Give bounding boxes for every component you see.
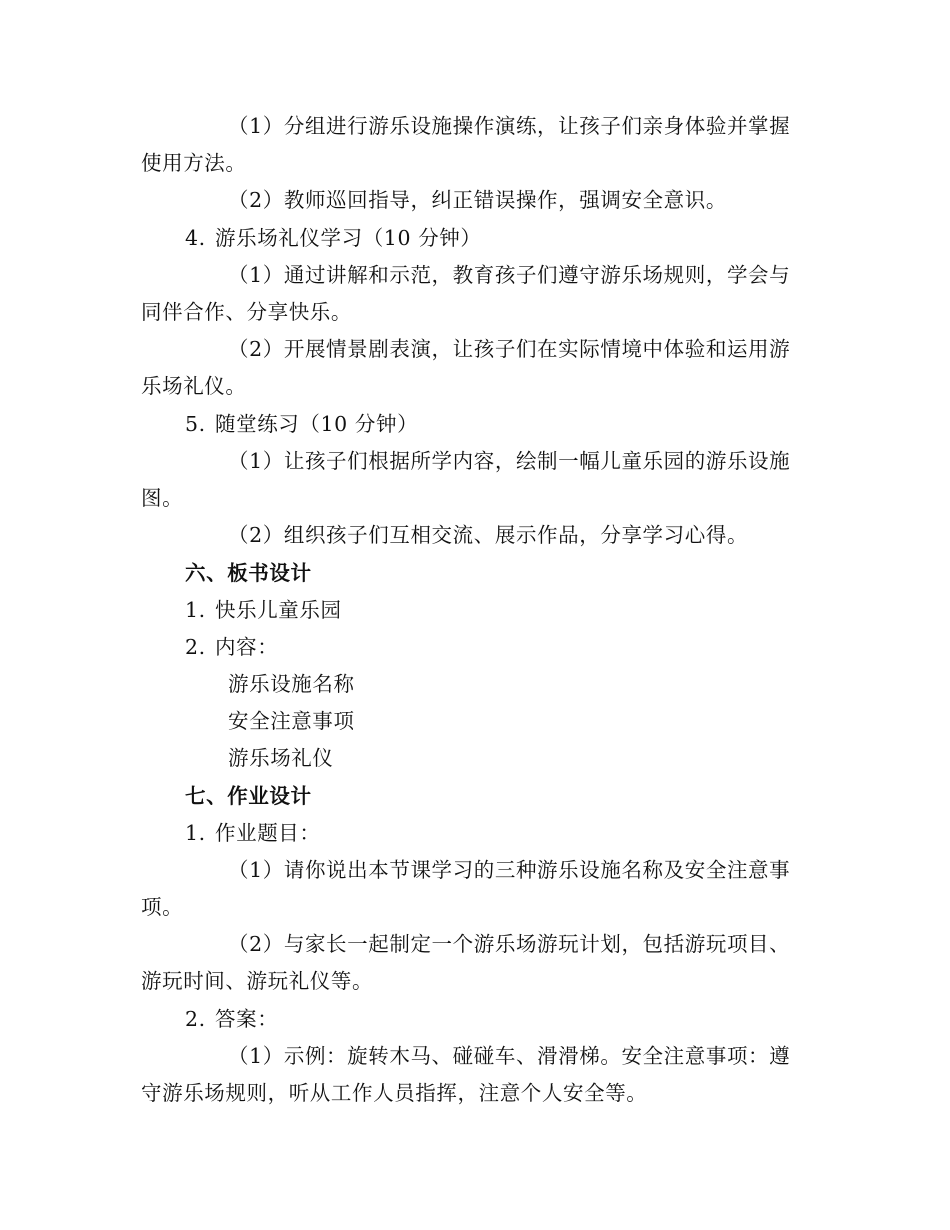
list-number: 2. xyxy=(185,635,206,659)
list-item-text: 随堂练习（10 分钟） xyxy=(215,412,419,436)
list-number: 1. xyxy=(185,598,206,622)
section-heading: 七、作业设计 xyxy=(185,784,312,808)
paragraph-line: （2）组织孩子们互相交流、展示作品，分享学习心得。 xyxy=(228,523,749,547)
paragraph-line: 守游乐场规则，听从工作人员指挥，注意个人安全等。 xyxy=(141,1081,648,1105)
list-item-text: 游乐场礼仪学习（10 分钟） xyxy=(215,226,482,250)
paragraph-line: 同伴合作、分享快乐。 xyxy=(141,300,352,324)
list-item-text: 内容： xyxy=(215,635,279,659)
section-heading: 六、板书设计 xyxy=(185,561,312,585)
list-number: 1. xyxy=(185,821,206,845)
paragraph-line: （1）示例：旋转木马、碰碰车、滑滑梯。安全注意事项：遵 xyxy=(228,1044,791,1068)
paragraph-line: （1）通过讲解和示范，教育孩子们遵守游乐场规则，学会与 xyxy=(228,263,791,287)
list-item xyxy=(185,1005,278,1033)
paragraph-line: 游玩时间、游玩礼仪等。 xyxy=(141,969,374,993)
list-item-text: 答案： xyxy=(215,1007,279,1031)
list-item-text: 作业题目： xyxy=(215,821,321,845)
paragraph-line: （2）与家长一起制定一个游乐场游玩计划，包括游玩项目、 xyxy=(228,932,791,956)
paragraph-line: （1）让孩子们根据所学内容，绘制一幅儿童乐园的游乐设施 xyxy=(228,449,791,473)
board-item: 游乐场礼仪 xyxy=(228,746,334,770)
board-item: 安全注意事项 xyxy=(228,709,355,733)
paragraph-line: 项。 xyxy=(141,895,184,919)
list-number: 2. xyxy=(185,1007,206,1031)
paragraph-line: （2）教师巡回指导，纠正错误操作，强调安全意识。 xyxy=(228,188,727,212)
list-number: 4. xyxy=(185,226,206,250)
paragraph-line: （2）开展情景剧表演，让孩子们在实际情境中体验和运用游 xyxy=(228,337,791,361)
list-item-text: 快乐儿童乐园 xyxy=(215,598,342,622)
paragraph-line: （1）分组进行游乐设施操作演练，让孩子们亲身体验并掌握 xyxy=(228,114,791,138)
paragraph-line: 使用方法。 xyxy=(141,151,247,175)
paragraph-line: 乐场礼仪。 xyxy=(141,374,247,398)
list-item xyxy=(185,819,321,847)
paragraph-line: 图。 xyxy=(141,486,184,510)
list-item xyxy=(185,633,278,661)
list-item xyxy=(185,596,342,624)
list-item xyxy=(185,410,418,438)
paragraph-line: （1）请你说出本节课学习的三种游乐设施名称及安全注意事 xyxy=(228,858,791,882)
board-item: 游乐设施名称 xyxy=(228,672,355,696)
list-number: 5. xyxy=(185,412,206,436)
list-item xyxy=(185,224,482,252)
